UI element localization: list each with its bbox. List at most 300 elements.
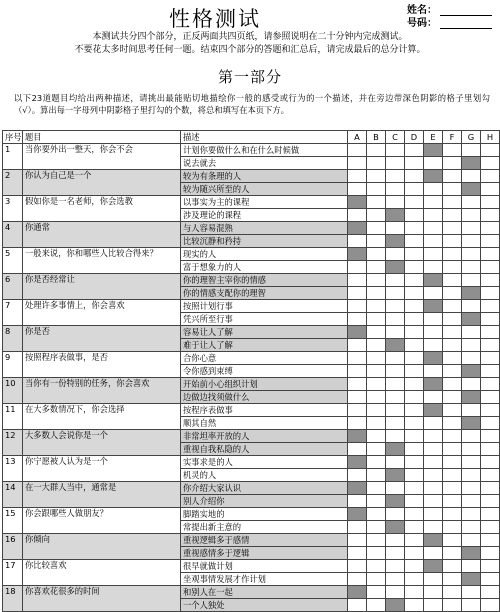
blank-cell-f — [443, 469, 462, 482]
blank-cell-b — [367, 404, 386, 417]
answer-checkbox-e[interactable] — [424, 300, 443, 313]
blank-cell-h — [481, 365, 500, 378]
header-question: 题目 — [23, 131, 181, 144]
blank-cell-g — [462, 508, 481, 521]
header-opt-f: F — [443, 131, 462, 144]
question-number: 13 — [3, 456, 23, 482]
blank-cell-e — [424, 365, 443, 378]
blank-cell-a — [348, 157, 367, 170]
option-description: 按照计划行事 — [181, 300, 348, 313]
blank-cell-g — [462, 339, 481, 352]
question-text: 你喜欢花很多的时间 — [23, 586, 181, 612]
intro-line-1: 本测试共分四个部分，正反两面共四页纸，请参照说明在二十分钟内完成测试。 — [92, 32, 408, 42]
blank-cell-d — [405, 404, 424, 417]
blank-cell-d — [405, 365, 424, 378]
blank-cell-h — [481, 521, 500, 534]
blank-cell-f — [443, 365, 462, 378]
question-text: 你是否经常让 — [23, 274, 181, 300]
answer-checkbox-a[interactable] — [348, 456, 367, 469]
question-text: 当你有一份特别的任务，你会喜欢 — [23, 378, 181, 404]
option-description: 难于让人了解 — [181, 339, 348, 352]
answer-checkbox-g[interactable] — [462, 417, 481, 430]
question-text: 在大多数情况下，你会选择 — [23, 404, 181, 430]
option-description: 重视自我私隐的人 — [181, 443, 348, 456]
section-instructions: 以下23道题目均给出两种描述，请挑出最能贴切地描绘你一般的感受或行为的一个描述，并在旁边带深色阴影的格子里划勾（√）。算出每一字母列中阴影格子里打勾的个数，将总和填写在本页下方。 — [14, 93, 490, 115]
answer-checkbox-g[interactable] — [462, 313, 481, 326]
blank-cell-h — [481, 586, 500, 599]
answer-checkbox-g[interactable] — [462, 287, 481, 300]
blank-cell-h — [481, 144, 500, 157]
option-description: 按程序表做事 — [181, 404, 348, 417]
blank-cell-h — [481, 417, 500, 430]
blank-cell-d — [405, 378, 424, 391]
blank-cell-f — [443, 599, 462, 612]
blank-cell-h — [481, 196, 500, 209]
name-label: 姓名： — [407, 5, 437, 16]
blank-cell-f — [443, 326, 462, 339]
blank-cell-a — [348, 404, 367, 417]
blank-cell-h — [481, 469, 500, 482]
answer-checkbox-e[interactable] — [424, 274, 443, 287]
blank-cell-f — [443, 417, 462, 430]
blank-cell-c — [386, 222, 405, 235]
blank-cell-c — [386, 378, 405, 391]
blank-cell-a — [348, 235, 367, 248]
answer-checkbox-a[interactable] — [348, 586, 367, 599]
blank-cell-b — [367, 235, 386, 248]
option-description: 重视逻辑多于感情 — [181, 534, 348, 547]
table-row — [3, 430, 500, 443]
blank-cell-f — [443, 547, 462, 560]
answer-checkbox-c[interactable] — [386, 469, 405, 482]
table-row — [3, 456, 500, 469]
answer-checkbox-c[interactable] — [386, 599, 405, 612]
blank-cell-g — [462, 261, 481, 274]
blank-cell-b — [367, 534, 386, 547]
table-row — [3, 326, 500, 339]
id-input-line[interactable] — [440, 19, 492, 29]
blank-cell-g — [462, 599, 481, 612]
blank-cell-e — [424, 261, 443, 274]
blank-cell-e — [424, 456, 443, 469]
blank-cell-e — [424, 430, 443, 443]
blank-cell-b — [367, 144, 386, 157]
blank-cell-f — [443, 274, 462, 287]
answer-checkbox-e[interactable] — [424, 378, 443, 391]
blank-cell-b — [367, 469, 386, 482]
answer-checkbox-g[interactable] — [462, 183, 481, 196]
answer-checkbox-a[interactable] — [348, 326, 367, 339]
id-label: 号码： — [407, 18, 437, 29]
blank-cell-d — [405, 248, 424, 261]
blank-cell-c — [386, 430, 405, 443]
blank-cell-a — [348, 300, 367, 313]
blank-cell-c — [386, 144, 405, 157]
blank-cell-b — [367, 573, 386, 586]
answer-checkbox-a[interactable] — [348, 482, 367, 495]
blank-cell-d — [405, 547, 424, 560]
blank-cell-e — [424, 443, 443, 456]
blank-cell-f — [443, 300, 462, 313]
table-row — [3, 508, 500, 521]
question-text: 一般来说，你和哪些人比较合得来？ — [23, 248, 181, 274]
question-number: 14 — [3, 482, 23, 508]
blank-cell-h — [481, 274, 500, 287]
blank-cell-a — [348, 417, 367, 430]
blank-cell-d — [405, 456, 424, 469]
answer-checkbox-c[interactable] — [386, 209, 405, 222]
blank-cell-f — [443, 183, 462, 196]
blank-cell-h — [481, 404, 500, 417]
blank-cell-h — [481, 235, 500, 248]
blank-cell-d — [405, 339, 424, 352]
question-text: 你通常 — [23, 222, 181, 248]
answer-checkbox-a[interactable] — [348, 430, 367, 443]
question-rows — [3, 144, 500, 612]
header-num: 序号 — [3, 131, 23, 144]
blank-cell-e — [424, 209, 443, 222]
blank-cell-h — [481, 534, 500, 547]
blank-cell-h — [481, 261, 500, 274]
option-description: 较为有条理的人 — [181, 170, 348, 183]
blank-cell-b — [367, 586, 386, 599]
blank-cell-a — [348, 209, 367, 222]
question-number: 4 — [3, 222, 23, 248]
blank-cell-a — [348, 599, 367, 612]
answer-checkbox-e[interactable] — [424, 352, 443, 365]
question-number: 11 — [3, 404, 23, 430]
option-description: 坐观事情发展才作计划 — [181, 573, 348, 586]
blank-cell-d — [405, 222, 424, 235]
blank-cell-c — [386, 547, 405, 560]
header-opt-e: E — [424, 131, 443, 144]
blank-cell-a — [348, 521, 367, 534]
option-description: 凭兴所至行事 — [181, 313, 348, 326]
blank-cell-h — [481, 599, 500, 612]
table-row — [3, 404, 500, 417]
answer-checkbox-c[interactable] — [386, 235, 405, 248]
blank-cell-h — [481, 339, 500, 352]
blank-cell-c — [386, 573, 405, 586]
blank-cell-e — [424, 157, 443, 170]
question-text: 你比较喜欢 — [23, 560, 181, 586]
blank-cell-f — [443, 430, 462, 443]
question-number: 6 — [3, 274, 23, 300]
blank-cell-a — [348, 534, 367, 547]
header-opt-h: H — [481, 131, 500, 144]
blank-cell-d — [405, 274, 424, 287]
question-text: 按照程序表做事，是否 — [23, 352, 181, 378]
blank-cell-c — [386, 560, 405, 573]
blank-cell-b — [367, 391, 386, 404]
blank-cell-f — [443, 261, 462, 274]
blank-cell-d — [405, 326, 424, 339]
blank-cell-g — [462, 495, 481, 508]
blank-cell-b — [367, 274, 386, 287]
blank-cell-g — [462, 300, 481, 313]
option-description: 开始前小心组织计划 — [181, 378, 348, 391]
header-opt-d: D — [405, 131, 424, 144]
blank-cell-g — [462, 209, 481, 222]
blank-cell-g — [462, 534, 481, 547]
blank-cell-h — [481, 508, 500, 521]
blank-cell-b — [367, 521, 386, 534]
blank-cell-f — [443, 235, 462, 248]
answer-checkbox-a[interactable] — [348, 222, 367, 235]
option-description: 你介绍大家认识 — [181, 482, 348, 495]
blank-cell-f — [443, 482, 462, 495]
blank-cell-b — [367, 209, 386, 222]
blank-cell-f — [443, 209, 462, 222]
blank-cell-f — [443, 157, 462, 170]
question-number: 2 — [3, 170, 23, 196]
blank-cell-f — [443, 521, 462, 534]
blank-cell-f — [443, 352, 462, 365]
question-text: 你会跟哪些人做朋友？ — [23, 508, 181, 534]
blank-cell-a — [348, 560, 367, 573]
blank-cell-h — [481, 547, 500, 560]
blank-cell-f — [443, 391, 462, 404]
blank-cell-h — [481, 495, 500, 508]
table-row — [3, 300, 500, 313]
blank-cell-h — [481, 391, 500, 404]
answer-checkbox-g[interactable] — [462, 365, 481, 378]
blank-cell-d — [405, 144, 424, 157]
blank-cell-b — [367, 547, 386, 560]
answer-checkbox-g[interactable] — [462, 573, 481, 586]
blank-cell-a — [348, 378, 367, 391]
question-number: 17 — [3, 560, 23, 586]
blank-cell-h — [481, 573, 500, 586]
question-number: 18 — [3, 586, 23, 612]
option-description: 令你感到束缚 — [181, 365, 348, 378]
option-description: 容易让人了解 — [181, 326, 348, 339]
blank-cell-e — [424, 482, 443, 495]
blank-cell-a — [348, 365, 367, 378]
option-description: 计划你要做什么和在什么时候做 — [181, 144, 348, 157]
blank-cell-e — [424, 391, 443, 404]
answer-checkbox-c[interactable] — [386, 495, 405, 508]
table-header-row — [3, 131, 500, 144]
blank-cell-d — [405, 209, 424, 222]
header-opt-c: C — [386, 131, 405, 144]
option-description: 说去就去 — [181, 157, 348, 170]
question-text: 在一大群人当中，通常是 — [23, 482, 181, 508]
question-number: 7 — [3, 300, 23, 326]
blank-cell-f — [443, 170, 462, 183]
blank-cell-f — [443, 495, 462, 508]
table-row — [3, 196, 500, 209]
blank-cell-g — [462, 170, 481, 183]
table-row — [3, 560, 500, 573]
blank-cell-b — [367, 430, 386, 443]
blank-cell-f — [443, 508, 462, 521]
option-description: 很早就做计划 — [181, 560, 348, 573]
blank-cell-c — [386, 170, 405, 183]
blank-cell-b — [367, 365, 386, 378]
blank-cell-d — [405, 157, 424, 170]
blank-cell-h — [481, 378, 500, 391]
blank-cell-f — [443, 378, 462, 391]
question-number: 1 — [3, 144, 23, 170]
blank-cell-h — [481, 157, 500, 170]
answer-checkbox-g[interactable] — [462, 391, 481, 404]
blank-cell-d — [405, 430, 424, 443]
answer-checkbox-c[interactable] — [386, 339, 405, 352]
blank-cell-a — [348, 391, 367, 404]
blank-cell-h — [481, 300, 500, 313]
blank-cell-g — [462, 352, 481, 365]
answer-checkbox-c[interactable] — [386, 261, 405, 274]
blank-cell-b — [367, 287, 386, 300]
blank-cell-a — [348, 339, 367, 352]
option-description: 与人容易混熟 — [181, 222, 348, 235]
question-number: 15 — [3, 508, 23, 534]
blank-cell-d — [405, 417, 424, 430]
blank-cell-f — [443, 248, 462, 261]
blank-cell-g — [462, 443, 481, 456]
blank-cell-d — [405, 521, 424, 534]
answer-checkbox-c[interactable] — [386, 521, 405, 534]
blank-cell-g — [462, 521, 481, 534]
header-opt-a: A — [348, 131, 367, 144]
question-text: 你倾向 — [23, 534, 181, 560]
blank-cell-b — [367, 560, 386, 573]
option-description: 实事求是的人 — [181, 456, 348, 469]
blank-cell-e — [424, 326, 443, 339]
answer-checkbox-e[interactable] — [424, 144, 443, 157]
option-description: 你的情感支配你的理智 — [181, 287, 348, 300]
option-description: 涉及理论的课程 — [181, 209, 348, 222]
blank-cell-e — [424, 339, 443, 352]
option-description: 顺其自然 — [181, 417, 348, 430]
blank-cell-c — [386, 248, 405, 261]
blank-cell-c — [386, 404, 405, 417]
blank-cell-a — [348, 352, 367, 365]
blank-cell-d — [405, 469, 424, 482]
table-row — [3, 170, 500, 183]
blank-cell-a — [348, 170, 367, 183]
answer-checkbox-a[interactable] — [348, 508, 367, 521]
question-text: 你是否 — [23, 326, 181, 352]
answer-checkbox-e[interactable] — [424, 170, 443, 183]
blank-cell-c — [386, 391, 405, 404]
id-field-row — [407, 16, 492, 29]
blank-cell-h — [481, 183, 500, 196]
answer-checkbox-g[interactable] — [462, 547, 481, 560]
table-row — [3, 534, 500, 547]
blank-cell-b — [367, 300, 386, 313]
blank-cell-d — [405, 534, 424, 547]
blank-cell-c — [386, 326, 405, 339]
option-description: 别人介绍你 — [181, 495, 348, 508]
question-text: 大多数人会说你是一个 — [23, 430, 181, 456]
blank-cell-e — [424, 313, 443, 326]
blank-cell-c — [386, 482, 405, 495]
question-text: 处理许多事情上，你会喜欢 — [23, 300, 181, 326]
blank-cell-c — [386, 456, 405, 469]
blank-cell-f — [443, 560, 462, 573]
blank-cell-b — [367, 313, 386, 326]
blank-cell-c — [386, 157, 405, 170]
blank-cell-d — [405, 586, 424, 599]
blank-cell-g — [462, 586, 481, 599]
blank-cell-b — [367, 326, 386, 339]
blank-cell-d — [405, 495, 424, 508]
section-title: 第一部分 — [217, 68, 282, 86]
blank-cell-b — [367, 248, 386, 261]
question-text: 你宁愿被人认为是一个 — [23, 456, 181, 482]
blank-cell-f — [443, 313, 462, 326]
blank-cell-d — [405, 170, 424, 183]
blank-cell-h — [481, 222, 500, 235]
blank-cell-a — [348, 313, 367, 326]
blank-cell-a — [348, 144, 367, 157]
answer-checkbox-g[interactable] — [462, 157, 481, 170]
blank-cell-h — [481, 430, 500, 443]
answer-checkbox-e[interactable] — [424, 404, 443, 417]
blank-cell-h — [481, 209, 500, 222]
answer-checkbox-e[interactable] — [424, 560, 443, 573]
blank-cell-a — [348, 495, 367, 508]
blank-cell-g — [462, 456, 481, 469]
blank-cell-b — [367, 183, 386, 196]
answer-checkbox-e[interactable] — [424, 534, 443, 547]
blank-cell-h — [481, 170, 500, 183]
option-description: 机灵的人 — [181, 469, 348, 482]
option-description: 和别人在一起 — [181, 586, 348, 599]
option-description: 一个人独处 — [181, 599, 348, 612]
blank-cell-c — [386, 586, 405, 599]
blank-cell-f — [443, 443, 462, 456]
name-input-line[interactable] — [440, 6, 492, 16]
blank-cell-c — [386, 534, 405, 547]
answer-checkbox-a[interactable] — [348, 248, 367, 261]
question-text: 当你要外出一整天，你会不会 — [23, 144, 181, 170]
blank-cell-c — [386, 417, 405, 430]
blank-cell-h — [481, 560, 500, 573]
question-number: 10 — [3, 378, 23, 404]
blank-cell-a — [348, 183, 367, 196]
blank-cell-g — [462, 248, 481, 261]
blank-cell-d — [405, 560, 424, 573]
blank-cell-b — [367, 599, 386, 612]
blank-cell-h — [481, 443, 500, 456]
blank-cell-h — [481, 482, 500, 495]
blank-cell-h — [481, 326, 500, 339]
question-number: 9 — [3, 352, 23, 378]
blank-cell-f — [443, 287, 462, 300]
blank-cell-e — [424, 508, 443, 521]
blank-cell-b — [367, 157, 386, 170]
blank-cell-a — [348, 274, 367, 287]
table-row — [3, 378, 500, 391]
blank-cell-g — [462, 144, 481, 157]
blank-cell-c — [386, 508, 405, 521]
answer-checkbox-c[interactable] — [386, 443, 405, 456]
blank-cell-f — [443, 196, 462, 209]
blank-cell-f — [443, 144, 462, 157]
blank-cell-h — [481, 456, 500, 469]
identity-fields — [407, 3, 492, 29]
blank-cell-b — [367, 170, 386, 183]
answer-checkbox-a[interactable] — [348, 196, 367, 209]
blank-cell-c — [386, 352, 405, 365]
blank-cell-d — [405, 352, 424, 365]
blank-cell-e — [424, 183, 443, 196]
table-row — [3, 352, 500, 365]
option-description: 脚踏实地的 — [181, 508, 348, 521]
